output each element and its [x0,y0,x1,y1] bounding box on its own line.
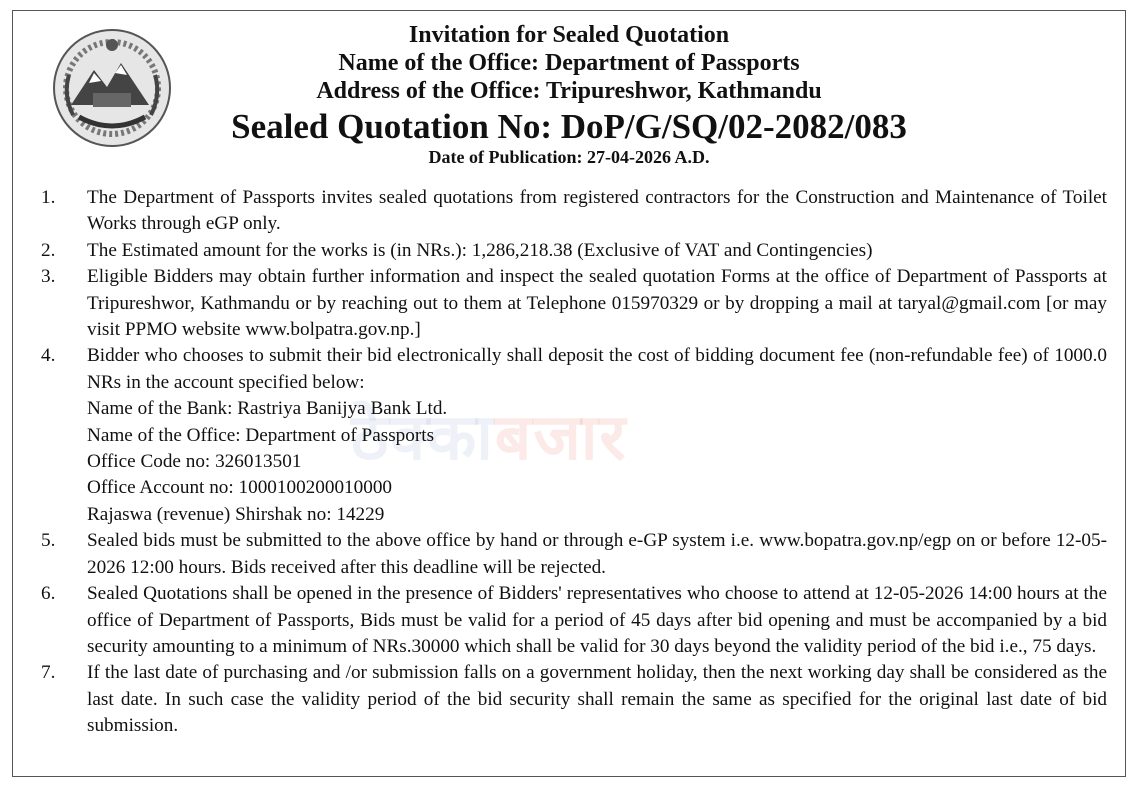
item-number: 6. [41,583,56,605]
item-number: 4. [41,345,56,367]
item-number: 3. [41,266,56,288]
notice-header [13,21,1125,167]
item-text: Sealed bids must be submitted to the above office by hand or through e-GP system i.e. www.bopatra.gov.np/egp on or before 12-05-2026 12:00 hours. Bids received after this deadline will be rejected. [87,530,1107,578]
watermark-part1: ठेक्का [351,401,495,475]
office-code: Office Code no: 326013501 [87,451,302,473]
item-number: 2. [41,239,56,261]
item-text: The Estimated amount for the works is (in NRs.): 1,286,218.38 (Exclusive of VAT and Contingencies) [87,239,873,261]
item-number: 1. [41,187,56,208]
quotation-number: Sealed Quotation No: DoP/G/SQ/02-2082/083 [231,107,907,146]
list-item [13,528,1125,581]
watermark-part2: बजार [494,401,628,475]
office-account-no: Office Account no: 1000100200010000 [87,477,393,499]
notice-items [13,185,1125,740]
list-item [13,581,1125,660]
item-text: If the last date of purchasing and /or submission falls on a government holiday, then the next working day shall be considered as the last date. In such case the validity period of the bid security shall remain the same as specified for the original last date of bid submission. [87,662,1107,737]
office-name: Name of the Office: Department of Passports [338,50,800,76]
item-text: Eligible Bidders may obtain further information and inspect the sealed quotation Forms at the office of Department of Passports at Tripureshwor, Kathmandu or by reaching out to them at Telephone 015970329 or by dropping a mail at taryal@gmail.com [or may visit PPMO website www.bolpatra.gov.np.] [87,266,1107,341]
item-text: The Department of Passports invites sealed quotations from registered contractors for the Construction and Maintenance of Toilet Works through eGP only. [87,187,1107,235]
list-item [13,343,1125,528]
item-number: 7. [41,662,56,684]
office-address: Address of the Office: Tripureshwor, Kathmandu [316,78,822,104]
account-office-name: Name of the Office: Department of Passports [87,424,435,446]
list-item [13,264,1125,343]
notice-document [12,10,1126,777]
bank-name: Name of the Bank: Rastriya Banijya Bank Ltd. [87,398,448,420]
notice-title: Invitation for Sealed Quotation [408,22,730,48]
publication-date: Date of Publication: 27-04-2026 A.D. [428,147,710,167]
item-text: Bidder who chooses to submit their bid electronically shall deposit the cost of bidding document fee (non-refundable fee) of 1000.0 NRs in the account specified below: [87,345,1107,393]
item-number: 5. [41,530,56,552]
list-item [13,238,1125,264]
revenue-shirshak-no: Rajaswa (revenue) Shirshak no: 14229 [87,503,385,525]
list-item [13,185,1125,238]
list-item [13,660,1125,739]
item-text: Sealed Quotations shall be opened in the presence of Bidders' representatives who choose to attend at 12-05-2026 14:00 hours at the office of Department of Passports, Bids must be valid for a period of 45 days after bid opening and must be accompanied by a bid security amounting to a minimum of NRs.30000 which shall be valid for 30 days beyond the validity period of the bid i.e., 75 days. [87,583,1107,657]
